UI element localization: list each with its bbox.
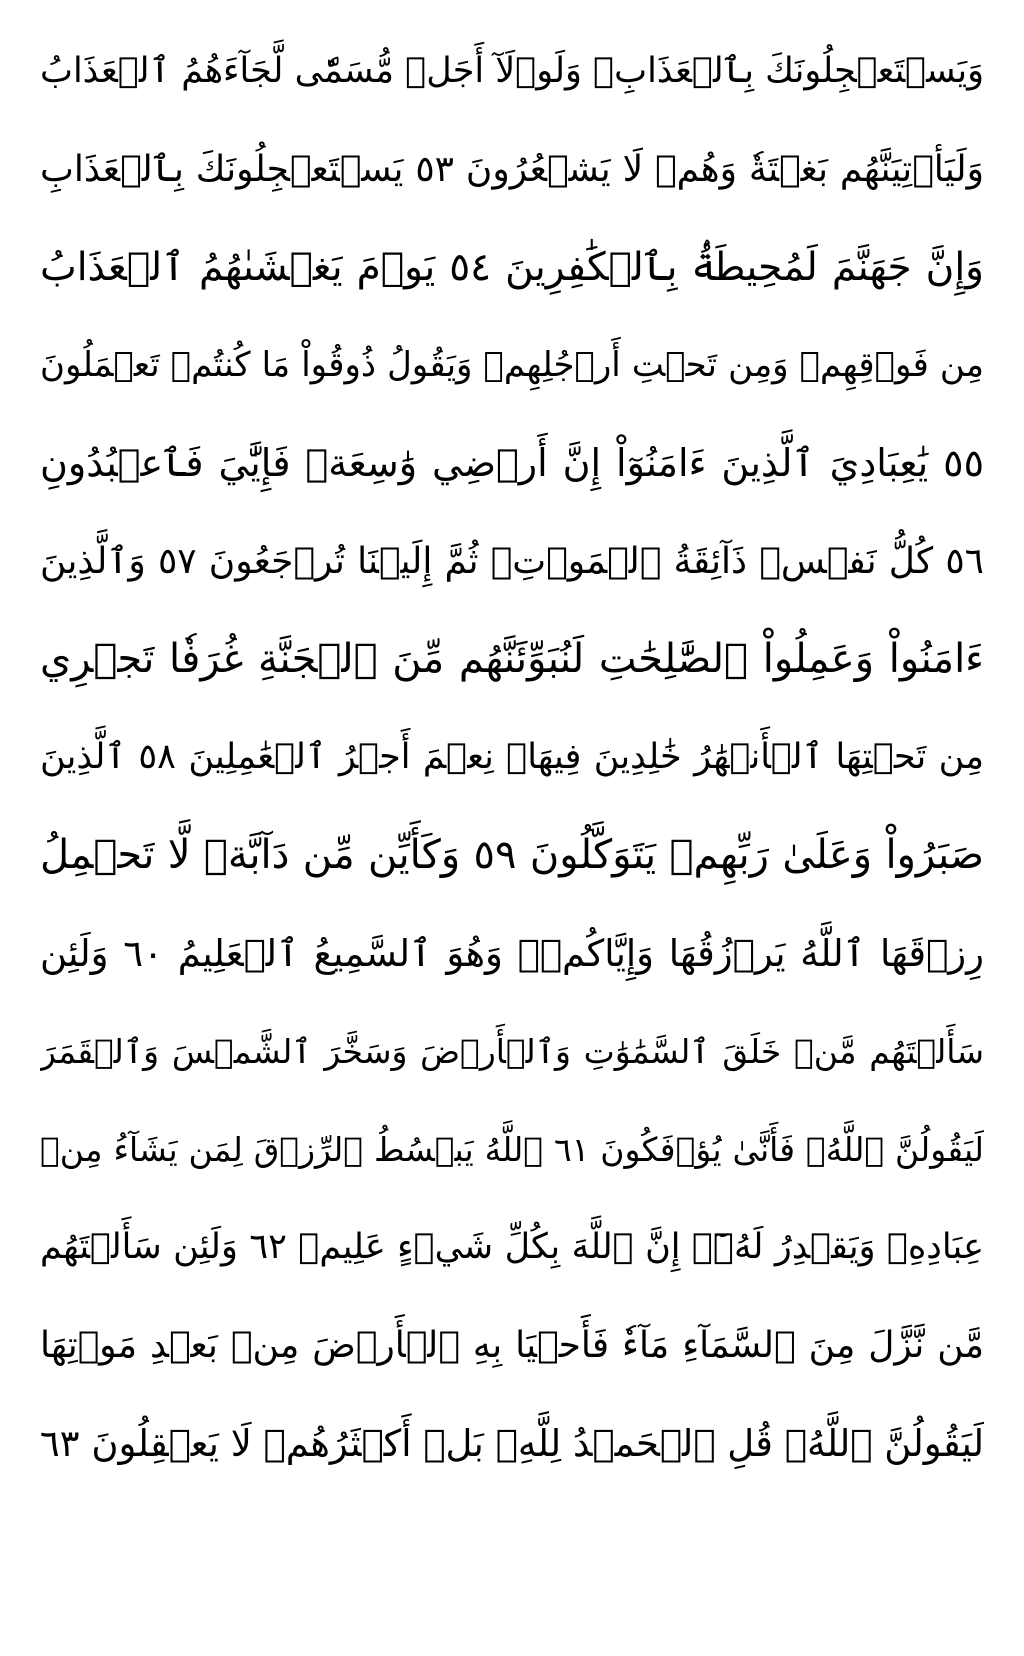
verse-line-5: [40, 414, 984, 512]
line-text: صَبَرُواْ وَعَلَىٰ رَبِّهِمۡ يَتَوَكَّلُونَ ٥٩ وَكَأَيِّن مِّن دَآبَّةٖ لَّا تَحۡمِلُ: [40, 832, 984, 878]
line-text: رِزۡقَهَا ٱللَّهُ يَرۡزُقُهَا وَإِيَّاكُمۡۚ وَهُوَ ٱلسَّمِيعُ ٱلۡعَلِيمُ ٦٠ وَلَئِن: [40, 931, 984, 975]
line-text: وَإِنَّ جَهَنَّمَ لَمُحِيطَةُۢ بِٱلۡكَٰفِرِينَ ٥٤ يَوۡمَ يَغۡشَىٰهُمُ ٱلۡعَذَابُ: [40, 244, 984, 290]
verse-line-6: [40, 512, 984, 610]
line-text: لَيَقُولُنَّ ٱللَّهُۖ فَأَنَّىٰ يُؤۡفَكُونَ ٦١ ٱللَّهُ يَبۡسُطُ ٱلرِّزۡقَ لِمَن يَشَآءُ مِنۡ: [40, 1129, 984, 1169]
verse-line-8: [40, 708, 984, 806]
verse-line-11: [40, 1002, 984, 1100]
line-text: وَلَيَأۡتِيَنَّهُم بَغۡتَةٗ وَهُمۡ لَا يَشۡعُرُونَ ٥٣ يَسۡتَعۡجِلُونَكَ بِٱلۡعَذَابِ: [40, 148, 984, 190]
line-text: سَأَلۡتَهُم مَّنۡ خَلَقَ ٱلسَّمَٰوَٰتِ وَٱلۡأَرۡضَ وَسَخَّرَ ٱلشَّمۡسَ وَٱلۡقَمَرَ: [40, 1031, 984, 1071]
line-text: لَيَقُولُنَّ ٱللَّهُۚ قُلِ ٱلۡحَمۡدُ لِلَّهِۚ بَلۡ أَكۡثَرُهُمۡ لَا يَعۡقِلُونَ ٦٣: [40, 1421, 984, 1465]
mushaf-page: [40, 22, 984, 1492]
line-text: ٥٦ كُلُّ نَفۡسٖ ذَآئِقَةُ ٱلۡمَوۡتِۖ ثُمَّ إِلَيۡنَا تُرۡجَعُونَ ٥٧ وَٱلَّذِينَ: [40, 540, 984, 582]
verse-line-9: [40, 806, 984, 904]
verse-line-10: [40, 904, 984, 1002]
verse-line-12: [40, 1100, 984, 1198]
verse-line-2: [40, 120, 984, 218]
verse-line-4: [40, 316, 984, 414]
line-text: وَيَسۡتَعۡجِلُونَكَ بِٱلۡعَذَابِۚ وَلَوۡلَآ أَجَلٞ مُّسَمّٗى لَّجَآءَهُمُ ٱلۡعَذَابُ: [40, 51, 984, 91]
verse-line-15: [40, 1394, 984, 1492]
verse-line-14: [40, 1296, 984, 1394]
verse-line-13: [40, 1198, 984, 1296]
line-text: مِن تَحۡتِهَا ٱلۡأَنۡهَٰرُ خَٰلِدِينَ فِيهَاۚ نِعۡمَ أَجۡرُ ٱلۡعَٰمِلِينَ ٥٨ ٱلَّذِينَ: [40, 737, 984, 777]
verse-line-3: [40, 218, 984, 316]
line-text: ٥٥ يَٰعِبَادِيَ ٱلَّذِينَ ءَامَنُوٓاْ إِنَّ أَرۡضِي وَٰسِعَةٞ فَإِيَّٰيَ فَٱعۡبُدُونِ: [40, 441, 984, 485]
line-text: مَّن نَّزَّلَ مِنَ ٱلسَّمَآءِ مَآءٗ فَأَحۡيَا بِهِ ٱلۡأَرۡضَ مِنۢ بَعۡدِ مَوۡتِهَا: [40, 1324, 984, 1366]
line-text: عِبَادِهِۦ وَيَقۡدِرُ لَهُۥٓۚ إِنَّ ٱللَّهَ بِكُلِّ شَيۡءٍ عَلِيمٞ ٦٢ وَلَئِن سَأَلۡتَهُم: [40, 1227, 984, 1267]
verse-line-7: [40, 610, 984, 708]
line-text: ءَامَنُواْ وَعَمِلُواْ ٱلصَّٰلِحَٰتِ لَنُبَوِّئَنَّهُم مِّنَ ٱلۡجَنَّةِ غُرَفٗا تَجۡرِي: [40, 636, 984, 682]
line-text: مِن فَوۡقِهِمۡ وَمِن تَحۡتِ أَرۡجُلِهِمۡ وَيَقُولُ ذُوقُواْ مَا كُنتُمۡ تَعۡمَلُونَ: [40, 345, 984, 385]
verse-line-1: [40, 22, 984, 120]
